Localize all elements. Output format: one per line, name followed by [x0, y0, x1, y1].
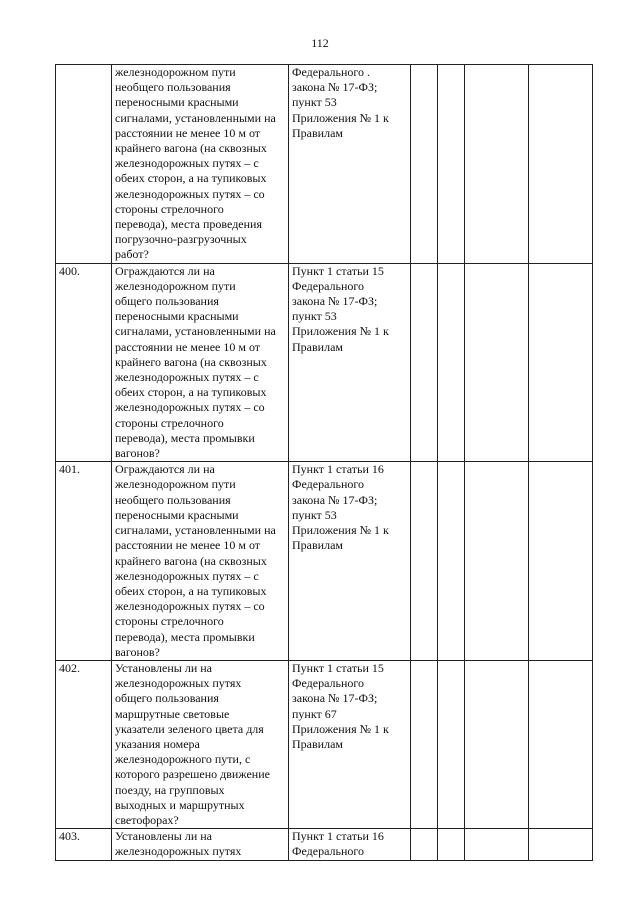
legal-reference: Федерального . закона № 17-ФЗ; пункт 53 Приложения № 1 к Правилам — [289, 65, 411, 264]
not-applicable-cell — [465, 462, 529, 661]
comment-cell — [529, 829, 593, 861]
checklist-table — [55, 64, 593, 861]
row-number: 403. — [56, 829, 112, 861]
row-number: 401. — [56, 462, 112, 661]
answer-yes-cell — [411, 263, 438, 462]
table-row — [56, 263, 593, 462]
answer-no-cell — [438, 829, 465, 861]
answer-no-cell — [438, 65, 465, 264]
requirement-question: железнодорожном пути необщего пользования переносными красными сигналами, установленными на расстоянии не менее 10 м от крайнего вагона (на сквозных железнодорожных путях – с обеих сторон, а на тупиковых железнодорожных путях – со стороны стрелочного перевода), места проведения погрузочно-разгрузочных работ? — [112, 65, 289, 264]
comment-cell — [529, 660, 593, 828]
legal-reference: Пункт 1 статьи 15 Федерального закона № 17-ФЗ; пункт 53 Приложения № 1 к Правилам — [289, 263, 411, 462]
answer-yes-cell — [411, 462, 438, 661]
requirement-question: Ограждаются ли на железнодорожном пути общего пользования переносными красными сигналами, установленными на расстоянии не менее 10 м от крайнего вагона (на сквозных железнодорожных путях – с обеих сторон, а на тупиковых железнодорожных путях – со стороны стрелочного перевода), места промывки вагонов? — [112, 263, 289, 462]
table-row — [56, 660, 593, 828]
table-row — [56, 829, 593, 861]
row-number: 400. — [56, 263, 112, 462]
comment-cell — [529, 462, 593, 661]
answer-yes-cell — [411, 65, 438, 264]
row-number: 402. — [56, 660, 112, 828]
legal-reference: Пункт 1 статьи 15 Федерального закона № 17-ФЗ; пункт 67 Приложения № 1 к Правилам — [289, 660, 411, 828]
answer-no-cell — [438, 660, 465, 828]
requirement-question: Установлены ли на железнодорожных путях — [112, 829, 289, 861]
not-applicable-cell — [465, 829, 529, 861]
page-number: 112 — [311, 36, 329, 50]
answer-yes-cell — [411, 829, 438, 861]
row-number — [56, 65, 112, 264]
comment-cell — [529, 65, 593, 264]
requirement-question: Установлены ли на железнодорожных путях общего пользования маршрутные световые указатели зеленого цвета для указания номера железнодорожного пути, с которого разрешено движение поезду, на групповых выходных и маршрутных светофорах? — [112, 660, 289, 828]
not-applicable-cell — [465, 65, 529, 264]
answer-no-cell — [438, 263, 465, 462]
legal-reference: Пункт 1 статьи 16 Федерального — [289, 829, 411, 861]
answer-no-cell — [438, 462, 465, 661]
not-applicable-cell — [465, 263, 529, 462]
table-row — [56, 65, 593, 264]
answer-yes-cell — [411, 660, 438, 828]
not-applicable-cell — [465, 660, 529, 828]
requirement-question: Ограждаются ли на железнодорожном пути необщего пользования переносными красными сигналами, установленными на расстоянии не менее 10 м от крайнего вагона (на сквозных железнодорожных путях – с обеих сторон, а на тупиковых железнодорожных путях – со стороны стрелочного перевода), места промывки вагонов? — [112, 462, 289, 661]
legal-reference: Пункт 1 статьи 16 Федерального закона № 17-ФЗ; пункт 53 Приложения № 1 к Правилам — [289, 462, 411, 661]
table-body — [56, 65, 593, 861]
table-row — [56, 462, 593, 661]
comment-cell — [529, 263, 593, 462]
